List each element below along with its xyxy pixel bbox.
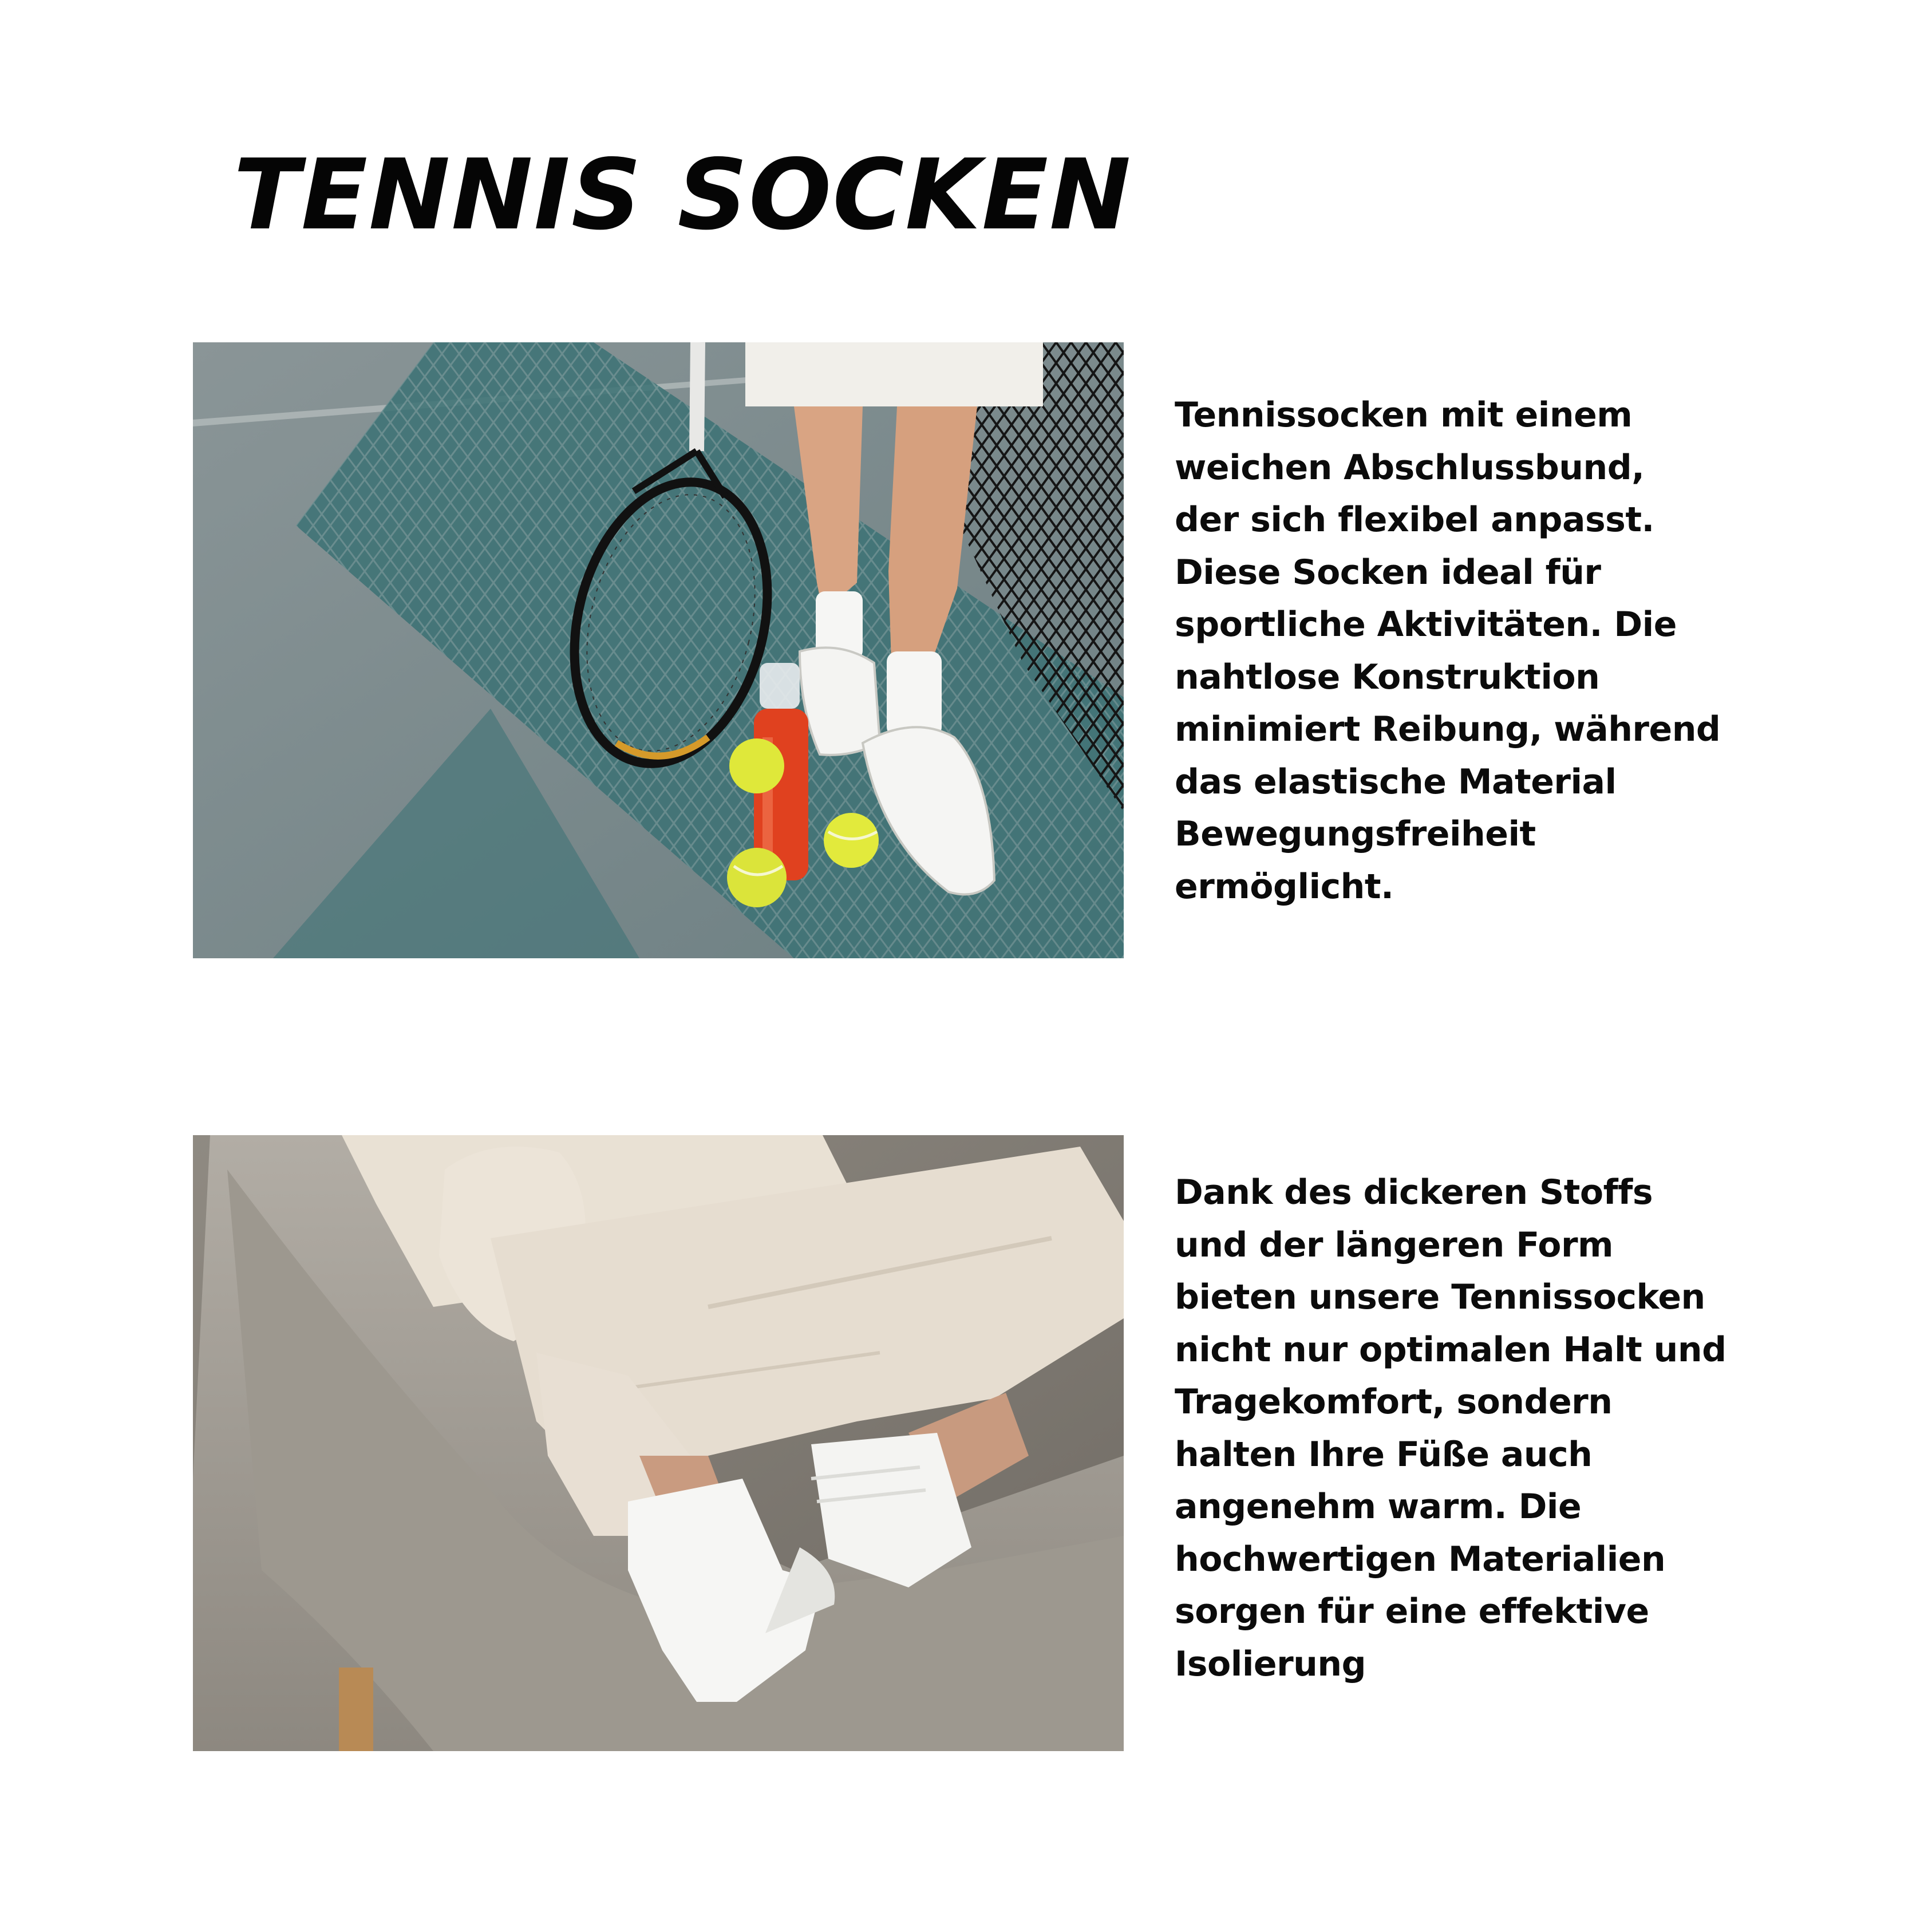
page-title: TENNIS SOCKEN: [234, 139, 1132, 252]
section-1-description: Tennissocken mit einem weichen Abschlussbund, der sich flexibel anpasst. Diese Socken ideal für sportliche Aktivitäten. Die nahtlose Konstruktion minimiert Reibung, während das elastische Material Bewegungsfreiheit ermöglicht.: [1175, 395, 1721, 907]
tennis-court-photo: [193, 342, 1124, 958]
section-2-description: Dank des dickeren Stoffs und der längeren Form bieten unsere Tennissocken nicht nur optimalen Halt und Tragekomfort, sondern halten Ihre Füße auch angenehm warm. Die hochwertigen Materialien sorgen für eine effektive Isolierung: [1175, 1172, 1726, 1684]
armchair-socks-photo: [193, 1135, 1124, 1751]
